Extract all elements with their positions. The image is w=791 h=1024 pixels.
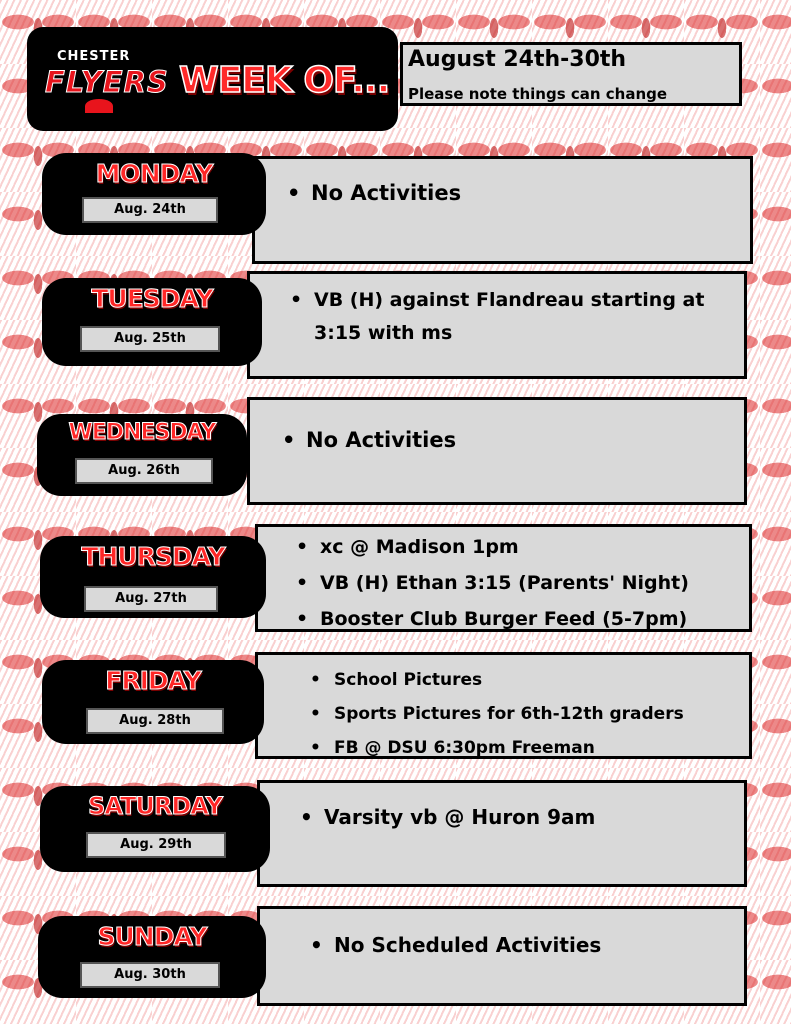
- activity-item: • FB @ DSU 6:30pm Freeman: [310, 731, 750, 765]
- sunday-activities-panel: [257, 906, 747, 1006]
- flyer-bird-icon: [85, 99, 113, 113]
- day-label-thursday: [40, 536, 266, 618]
- day-name: SUNDAY: [97, 922, 207, 951]
- day-label-tuesday: [42, 278, 262, 366]
- day-date: Aug. 30th: [80, 962, 220, 988]
- saturday-activities-panel: [257, 780, 747, 887]
- header-banner: [27, 27, 398, 131]
- friday-activities-panel: [255, 652, 752, 759]
- activity-item: • Sports Pictures for 6th-12th graders: [310, 697, 750, 731]
- thursday-activities-panel: [255, 524, 752, 632]
- monday-activities-panel: [252, 156, 753, 264]
- day-date: Aug. 26th: [75, 458, 213, 484]
- activity-list: [287, 181, 461, 205]
- activity-list: [282, 428, 456, 452]
- day-label-sunday: [38, 916, 266, 998]
- day-date: Aug. 29th: [86, 832, 226, 858]
- day-name: TUESDAY: [91, 284, 213, 313]
- change-note: Please note things can change: [408, 85, 668, 103]
- activity-item: • VB (H) Ethan 3:15 (Parents' Night): [296, 565, 751, 601]
- day-label-monday: [42, 153, 266, 235]
- day-name: SATURDAY: [88, 792, 222, 820]
- day-name: WEDNESDAY: [68, 420, 216, 445]
- activity-item: • No Activities: [287, 181, 461, 205]
- activity-list: [296, 529, 751, 637]
- day-label-saturday: [40, 786, 270, 872]
- activity-item: • xc @ Madison 1pm: [296, 529, 751, 565]
- week-of-title: WEEK OF...: [179, 60, 390, 101]
- tuesday-activities-panel: [247, 271, 747, 379]
- day-label-wednesday: [37, 414, 247, 496]
- day-name: THURSDAY: [81, 542, 225, 571]
- day-date: Aug. 27th: [84, 586, 218, 612]
- activity-item: • No Scheduled Activities: [310, 933, 601, 957]
- day-name: FRIDAY: [105, 666, 201, 695]
- activity-list: [310, 663, 750, 765]
- logo-top-text: CHESTER: [57, 49, 131, 64]
- wednesday-activities-panel: [247, 397, 747, 505]
- activity-list: [290, 284, 730, 350]
- activity-item: • VB (H) against Flandreau starting at 3:15 with ms: [290, 284, 730, 350]
- chester-flyers-logo: [39, 43, 169, 117]
- week-date-range: August 24th-30th: [408, 47, 627, 72]
- day-name: MONDAY: [95, 159, 213, 188]
- activity-item: • Booster Club Burger Feed (5-7pm): [296, 601, 751, 637]
- logo-main-text: FLYERS: [45, 65, 169, 99]
- activity-item: • No Activities: [282, 428, 456, 452]
- activity-item: • Varsity vb @ Huron 9am: [300, 805, 595, 829]
- day-label-friday: [42, 660, 264, 744]
- day-date: Aug. 25th: [80, 326, 220, 352]
- day-date: Aug. 24th: [82, 197, 218, 223]
- activity-list: [300, 805, 595, 829]
- activity-list: [310, 933, 601, 957]
- week-date-panel: [400, 42, 742, 106]
- day-date: Aug. 28th: [86, 708, 224, 734]
- activity-item: • School Pictures: [310, 663, 750, 697]
